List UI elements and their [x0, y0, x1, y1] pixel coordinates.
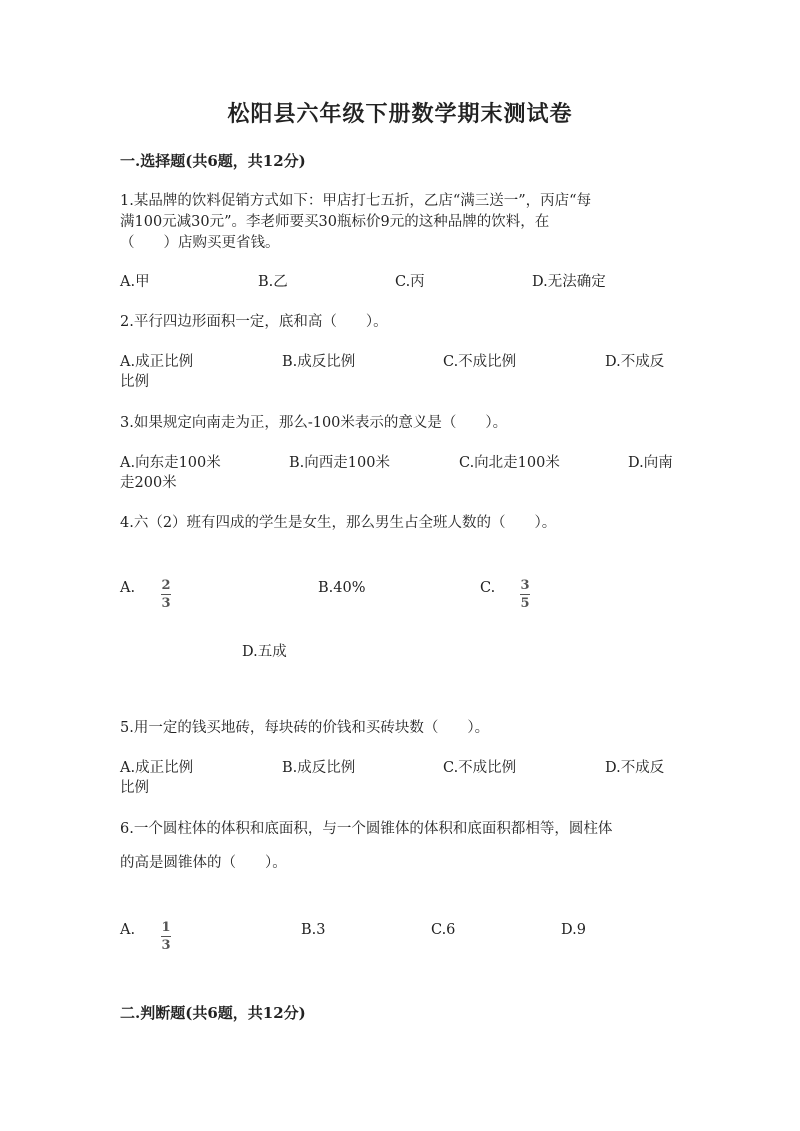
q2-option-b: B.成反比例 — [282, 354, 356, 370]
q4-option-c-label: C. — [480, 580, 496, 596]
q1-option-a: A.甲 — [120, 274, 150, 290]
fraction-denominator: 3 — [161, 596, 171, 611]
q1-stem-line2: 满100元减30元”。李老师要买30瓶标价9元的这种品牌的饮料，在 — [120, 214, 550, 230]
q1-option-b: B.乙 — [258, 274, 288, 290]
q4-option-b: B.40% — [318, 580, 366, 596]
q2-option-c: C.不成比例 — [443, 354, 517, 370]
fraction-bar — [161, 594, 171, 595]
fraction-denominator: 5 — [520, 596, 530, 611]
fraction-numerator: 2 — [161, 578, 171, 593]
section-heading-judgment: 二.判断题(共6题，共12分) — [120, 1004, 306, 1022]
q3-option-c: C.向北走100米 — [459, 455, 560, 471]
q3-option-d: D.向南 — [628, 455, 673, 471]
q5-option-d-wrap: 比例 — [120, 780, 149, 796]
fraction-denominator: 3 — [161, 938, 171, 953]
section-heading-choice: 一.选择题(共6题，共12分) — [120, 152, 306, 170]
q2-stem: 2.平行四边形面积一定，底和高（ ）。 — [120, 314, 388, 330]
q3-stem: 3.如果规定向南走为正，那么-100米表示的意义是（ ）。 — [120, 415, 508, 431]
q3-option-b: B.向西走100米 — [289, 455, 390, 471]
q3-option-a: A.向东走100米 — [120, 455, 221, 471]
q1-stem-line3: （ ）店购买更省钱。 — [120, 235, 280, 251]
q4-option-a-fraction — [161, 574, 171, 610]
fraction-numerator: 1 — [161, 920, 171, 935]
q5-option-b: B.成反比例 — [282, 760, 356, 776]
q4-stem: 4.六（2）班有四成的学生是女生，那么男生占全班人数的（ ）。 — [120, 515, 557, 531]
q5-stem: 5.用一定的钱买地砖，每块砖的价钱和买砖块数（ ）。 — [120, 720, 490, 736]
q1-option-c: C.丙 — [395, 274, 425, 290]
fraction-bar — [161, 936, 171, 937]
q6-option-d: D.9 — [561, 922, 586, 938]
q2-option-d: D.不成反 — [605, 354, 665, 370]
q6-stem-line2: 的高是圆锥体的（ ）。 — [120, 855, 287, 871]
page-title: 松阳县六年级下册数学期末测试卷 — [227, 101, 573, 127]
q1-stem-line1: 1.某品牌的饮料促销方式如下：甲店打七五折，乙店“满三送一”，丙店“每 — [120, 193, 592, 209]
q6-option-c: C.6 — [431, 922, 456, 938]
q1-option-d: D.无法确定 — [532, 274, 606, 290]
q3-option-d-wrap: 走200米 — [120, 475, 177, 491]
fraction-bar — [520, 594, 530, 595]
q2-option-d-wrap: 比例 — [120, 374, 149, 390]
q2-option-a: A.成正比例 — [120, 354, 194, 370]
q5-option-c: C.不成比例 — [443, 760, 517, 776]
q4-option-a-label: A. — [120, 580, 136, 596]
q6-stem-line1: 6.一个圆柱体的体积和底面积，与一个圆锥体的体积和底面积都相等，圆柱体 — [120, 821, 613, 837]
fraction-numerator: 3 — [520, 578, 530, 593]
q4-option-c-fraction — [520, 574, 530, 610]
q6-option-b: B.3 — [301, 922, 326, 938]
q5-option-d: D.不成反 — [605, 760, 665, 776]
q6-option-a-label: A. — [120, 922, 136, 938]
q5-option-a: A.成正比例 — [120, 760, 194, 776]
q6-option-a-fraction — [161, 916, 171, 952]
q4-option-d: D.五成 — [242, 644, 287, 660]
